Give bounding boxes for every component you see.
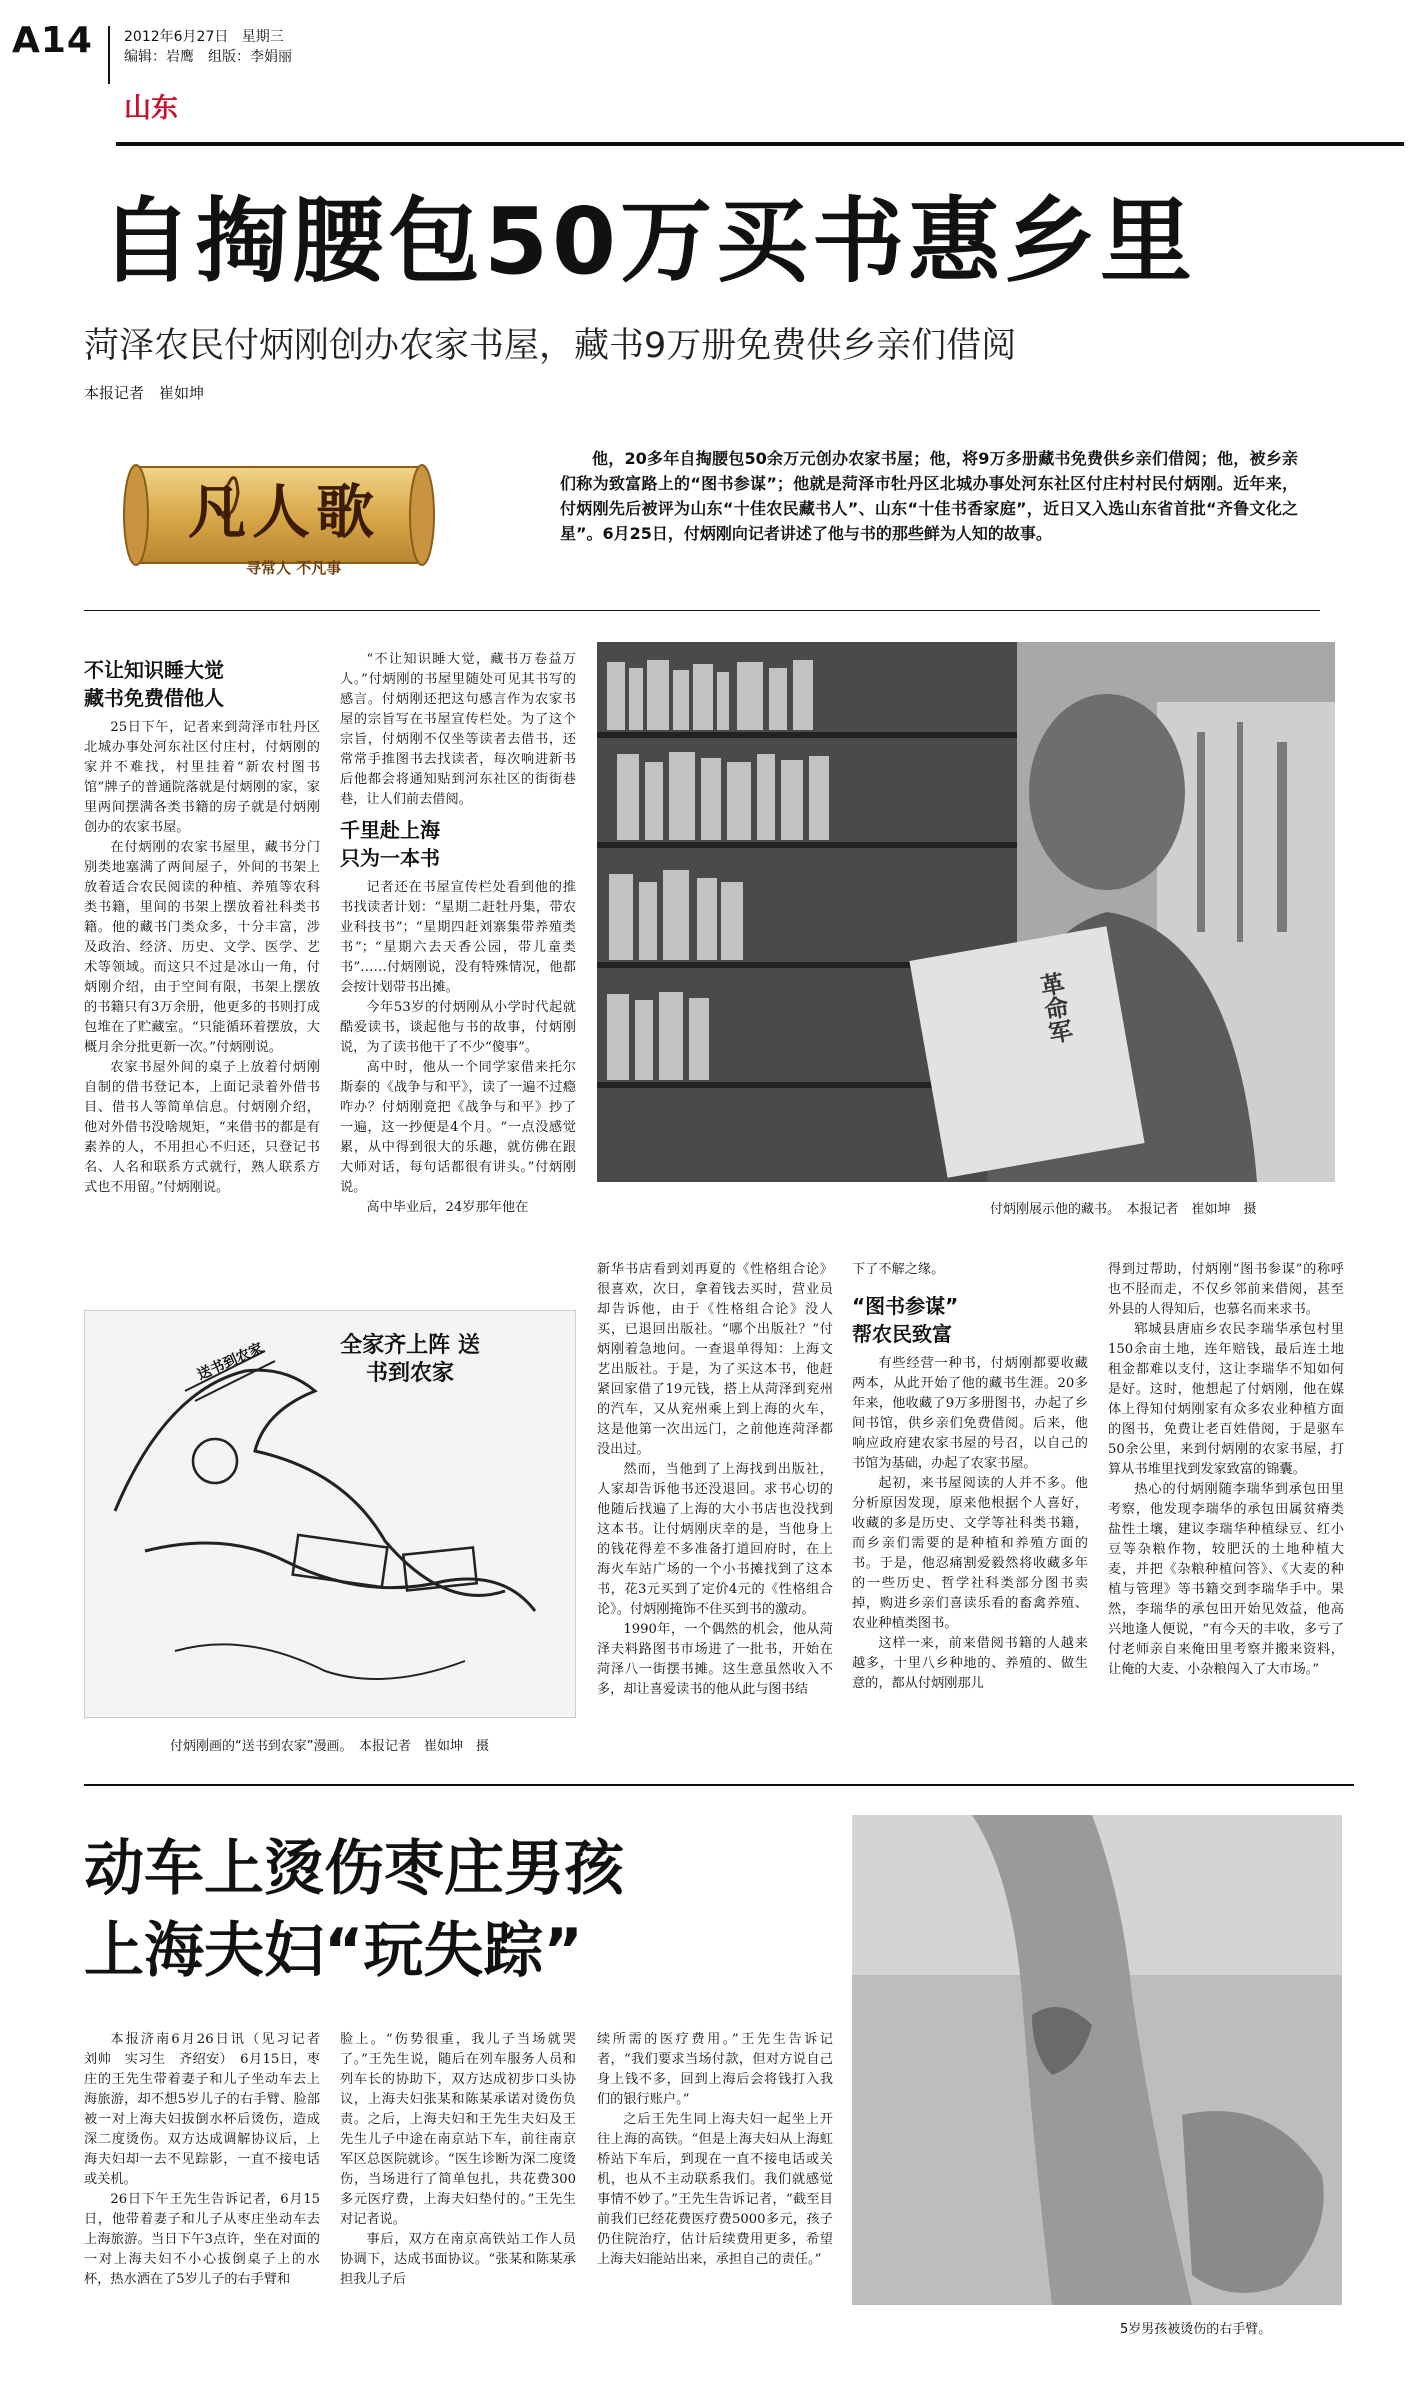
column-banner bbox=[118, 445, 446, 585]
photo-burned-arm bbox=[852, 1815, 1342, 2305]
paragraph: 之后王先生同上海夫妇一起坐上开往上海的高铁。“但是上海夫妇从上海虹桥站下车后，到现在一直不接电话或关机，也从不主动联系我们。我们就感觉事情不妙了。”王先生告诉记者，“截至目前我们已经花费医疗费5000多元，孩子仍住院治疗，估计后续费用更多，希望上海夫妇能站出来，承担自己的责任。” bbox=[597, 2112, 833, 2267]
paragraph: 脸上。“伤势很重，我儿子当场就哭了。”王先生说，随后在列车服务人员和列车长的协助下，双方达成初步口头协议，上海夫妇张某和陈某承诺对烫伤负责。之后，上海夫妇和王先生夫妇及王先生儿子中途在南京站下车，前往南京军区总医院就诊。“医生诊断为深二度烫伤，当场进行了简单包扎，共花费300多元医疗费，上海夫妇垫付的。”王先生对记者说。 bbox=[340, 2032, 576, 2227]
photo1-caption: 付炳刚展示他的藏书。 本报记者 崔如坤 摄 bbox=[990, 1202, 1257, 1217]
photo-bookshelf-image bbox=[597, 642, 1335, 1182]
paragraph: 下了不解之缘。 bbox=[852, 1262, 945, 1277]
subheading-3: “图书参谋” 帮农民致富 bbox=[852, 1294, 959, 1346]
paragraph: 1990年，一个偶然的机会，他从菏泽夫料路图书市场进了一批书，开始在菏泽八一街摆书摊。这生意虽然收入不多，却让喜爱读书的他从此与图书结 bbox=[597, 1622, 833, 1697]
story2-column-1 bbox=[84, 2030, 334, 2290]
header-divider-vertical bbox=[108, 26, 110, 84]
cartoon-sign: 送书到农家 bbox=[195, 1340, 266, 1384]
page-number: A14 bbox=[12, 20, 93, 61]
paragraph: 今年53岁的付炳刚从小学时代起就酷爱读书，谈起他与书的故事，付炳刚说，为了读书他干了不少“傻事”。 bbox=[340, 1000, 576, 1055]
header-editors: 编辑：岩鹰 组版：李娟丽 bbox=[124, 49, 292, 65]
banner-tagline: 寻常人 不凡事 bbox=[246, 559, 342, 577]
photo-book-title: 革命军 bbox=[1033, 970, 1076, 1046]
lead-divider bbox=[84, 610, 1320, 611]
header-rule bbox=[116, 142, 1404, 146]
story1-byline: 本报记者 崔如坤 bbox=[84, 384, 205, 402]
cartoon-caption: 付炳刚画的“送书到农家”漫画。 本报记者 崔如坤 摄 bbox=[170, 1739, 489, 1754]
story2-column-2 bbox=[340, 2030, 576, 2290]
cartoon-drawing bbox=[85, 1311, 576, 1718]
story1-subhead: 菏泽农民付炳刚创办农家书屋，藏书9万册免费供乡亲们借阅 bbox=[84, 326, 1017, 366]
photo2-caption: 5岁男孩被烫伤的右手臂。 bbox=[1120, 2322, 1272, 2337]
paragraph: 起初，来书屋阅读的人并不多。他分析原因发现，原来他根据个人喜好，收藏的多是历史、文学等社科类书籍，而乡亲们需要的是种植和养殖方面的书。于是，他忍痛割爱毅然将收藏多年的一些历史、哲学社科类部分图书卖掉，购进乡亲们喜读乐看的畜禽养殖、农业种植类图书。 bbox=[852, 1476, 1088, 1631]
paragraph: 郓城县唐庙乡农民李瑞华承包村里150余亩土地，连年赔钱，最后连土地租金都难以支付，这让李瑞华不知如何是好。这时，他想起了付炳刚，他在媒体上得知付炳刚家有众多农业种植方面的图书，免费让老百姓借阅，于是驱车50余公里，来到付炳刚的农家书屋，打算从书堆里找到发家致富的锦囊。 bbox=[1108, 1322, 1344, 1477]
photo-burned-arm-image bbox=[852, 1815, 1342, 2305]
paragraph: 热心的付炳刚随李瑞华到承包田里考察，他发现李瑞华的承包田属贫瘠类盐性土壤，建议李瑞华种植绿豆、红小豆等杂粮作物，较肥沃的土地种植大麦，并把《杂粮种植问答》、《大麦的种植与管理》等书籍交到李瑞华手中。果然，李瑞华的承包田开始见效益，他高兴地逢人便说，“有今天的丰收，多亏了付老师亲自来俺田里考察并搬来资料，让俺的大麦、小杂粮闯入了大市场。” bbox=[1108, 1482, 1344, 1677]
paragraph: 26日下午王先生告诉记者，6月15日，他带着妻子和儿子从枣庄坐动车去上海旅游。当日下午3点许，坐在对面的一对上海夫妇不小心拔倒桌子上的水杯，热水洒在了5岁儿子的右手臂和 bbox=[84, 2192, 320, 2287]
story1-column-1 bbox=[84, 650, 320, 1198]
story1-column-3 bbox=[597, 1260, 833, 1700]
story1-column-4 bbox=[852, 1260, 1088, 1694]
paragraph: 得到过帮助，付炳刚“图书参谋”的称呼也不胫而走，不仅乡邻前来借阅，甚至外县的人得知后，也慕名而来求书。 bbox=[1108, 1262, 1344, 1317]
banner-title: 凡人歌 bbox=[188, 478, 381, 546]
subheading-2: 千里赴上海 只为一本书 bbox=[340, 818, 440, 870]
story1-column-2 bbox=[340, 650, 576, 1218]
paragraph: 农家书屋外间的桌子上放着付炳刚自制的借书登记本，上面记录着外借书目、借书人等简单信息。付炳刚介绍，他对外借书没啥规矩，“来借书的都是有素养的人，不用担心不归还，只登记书名、人名和联系方式就行，熟人联系方式也不用留。”付炳刚说。 bbox=[84, 1060, 320, 1195]
paragraph: 然而，当他到了上海找到出版社，人家却告诉他书还没退回。求书心切的他随后找遍了上海的大小书店也没找到这本书。让付炳刚庆幸的是，当他身上的钱花得差不多准备打道回府时，在上海火车站广场的一个小书摊找到了这本书，花3元买到了定价4元的《性格组合论》。付炳刚掩饰不住买到书的激动。 bbox=[597, 1462, 833, 1617]
subheading-1: 不让知识睡大觉 藏书免费借他人 bbox=[84, 658, 224, 710]
paragraph: 记者还在书屋宣传栏处看到他的推书找读者计划：“星期二赶牡丹集，带农业科技书”；“星期四赶刘寨集带养殖类书”；“星期六去天香公园，带儿童类书”……付炳刚说，没有特殊情况，他都会按计划带书出摊。 bbox=[340, 880, 576, 995]
section-name: 山东 bbox=[124, 93, 178, 124]
cartoon-image bbox=[84, 1310, 576, 1718]
paragraph: 事后，双方在南京高铁站工作人员协调下，达成书面协议。“张某和陈某承担我儿子后 bbox=[340, 2232, 576, 2287]
paragraph: 25日下午，记者来到菏泽市牡丹区北城办事处河东社区付庄村，付炳刚的家并不难找，村里挂着“新农村图书馆”牌子的普通院落就是付炳刚的家，家里两间摆满各类书籍的房子就是付炳刚创办的农家书屋。 bbox=[84, 720, 320, 835]
issue-weekday: 星期三 bbox=[241, 29, 284, 45]
photo-bookshelf bbox=[597, 642, 1335, 1182]
paragraph: 续所需的医疗费用。”王先生告诉记者，“我们要求当场付款，但对方说自己身上钱不多，回到上海后会将钱打入我们的银行账户。” bbox=[597, 2032, 833, 2107]
story-divider bbox=[84, 1784, 1354, 1786]
story2-headline-line-1: 动车上烫伤枣庄男孩 bbox=[84, 1834, 624, 1904]
paragraph: 有些经营一种书，付炳刚都要收藏两本，从此开始了他的藏书生涯。20多年来，他收藏了9万多册图书，办起了乡间书馆，供乡亲们免费借阅。后来，他响应政府建农家书屋的号召，以自己的书馆为基础，办起了农家书屋。 bbox=[852, 1356, 1088, 1471]
paragraph: 本报济南6月26日讯（见习记者 刘帅 实习生 齐绍安） 6月15日，枣庄的王先生带着妻子和儿子坐动车去上海旅游，却不想5岁儿子的右手臂、脸部被一对上海夫妇拔倒水杯后烫伤，造成深二度烫伤。双方达成调解协议后，上海夫妇却一去不见踪影，一直不接电话或关机。 bbox=[84, 2032, 334, 2187]
header-date-line bbox=[124, 26, 284, 46]
paragraph: “不让知识睡大觉，藏书万卷益万人。”付炳刚的书屋里随处可见其书写的感言。付炳刚还把这句感言作为农家书屋的宗旨写在书屋宣传栏处。为了这个宗旨，付炳刚不仅坐等读者去借书，还常常手推图书去找读者，每次响进新书后他都会将通知贴到河东社区的街街巷巷，让人们前去借阅。 bbox=[340, 652, 576, 807]
story1-headline: 自掏腰包50万买书惠乡里 bbox=[100, 188, 1197, 295]
cartoon-title: 全家齐上阵 送书到农家 bbox=[340, 1332, 480, 1386]
paragraph: 高中时，他从一个同学家借来托尔斯泰的《战争与和平》，读了一遍不过瘾咋办？付炳刚竟把《战争与和平》抄了一遍，这一抄便是4个月。“一点没感觉累，从中得到很大的乐趣，就仿佛在跟大师对话，每句话都很有讲头。”付炳刚说。 bbox=[340, 1060, 576, 1195]
story2-headline bbox=[84, 1828, 824, 1992]
paragraph: 新华书店看到刘再夏的《性格组合论》很喜欢，次日，拿着钱去买时，营业员却告诉他，由于《性格组合论》没人买，已退回出版社。“哪个出版社？”付炳刚着急地问。一查退单得知：上海文艺出版社。于是，为了买这本书，他赶紧回家借了19元钱，搭上从菏泽到兖州的汽车，又从兖州乘上到上海的火车，这是他第一次出远门，之前他连菏泽都没出过。 bbox=[597, 1262, 833, 1457]
story2-column-3 bbox=[597, 2030, 833, 2270]
paragraph: 在付炳刚的农家书屋里，藏书分门别类地塞满了两间屋子，外间的书架上放着适合农民阅读的种植、养殖等农科类书籍，里间的书架上摆放着社科类书籍。他的藏书门类众多，十分丰富，涉及政治、经济、历史、文学、医学、艺术等领域。而这只不过是冰山一角，付炳刚介绍，由于空间有限，书架上摆放的书籍只有3万余册，他更多的书则打成包堆在了贮藏室。“只能循环着摆放，大概月余分批更新一次。”付炳刚说。 bbox=[84, 840, 320, 1055]
paragraph: 这样一来，前来借阅书籍的人越来越多，十里八乡种地的、养殖的、做生意的，都从付炳刚那儿 bbox=[852, 1636, 1088, 1691]
story2-headline-line-2: 上海夫妇“玩失踪” bbox=[84, 1916, 583, 1986]
story1-column-5 bbox=[1108, 1260, 1344, 1680]
issue-date: 2012年6月27日 bbox=[124, 29, 229, 45]
paragraph: 高中毕业后，24岁那年他在 bbox=[366, 1200, 529, 1215]
story1-lead: 他，20多年自掏腰包50余万元创办农家书屋；他，将9万多册藏书免费供乡亲们借阅；他，被乡亲们称为致富路上的“图书参谋”；他就是菏泽市牡丹区北城办事处河东社区付庄村村民付炳刚。近年来，付炳刚先后被评为山东“十佳农民藏书人”、山东“十佳书香家庭”，近日又入选山东省首批“齐鲁文化之星”。6月25日，付炳刚向记者讲述了他与书的那些鲜为人知的故事。 bbox=[560, 449, 1298, 543]
